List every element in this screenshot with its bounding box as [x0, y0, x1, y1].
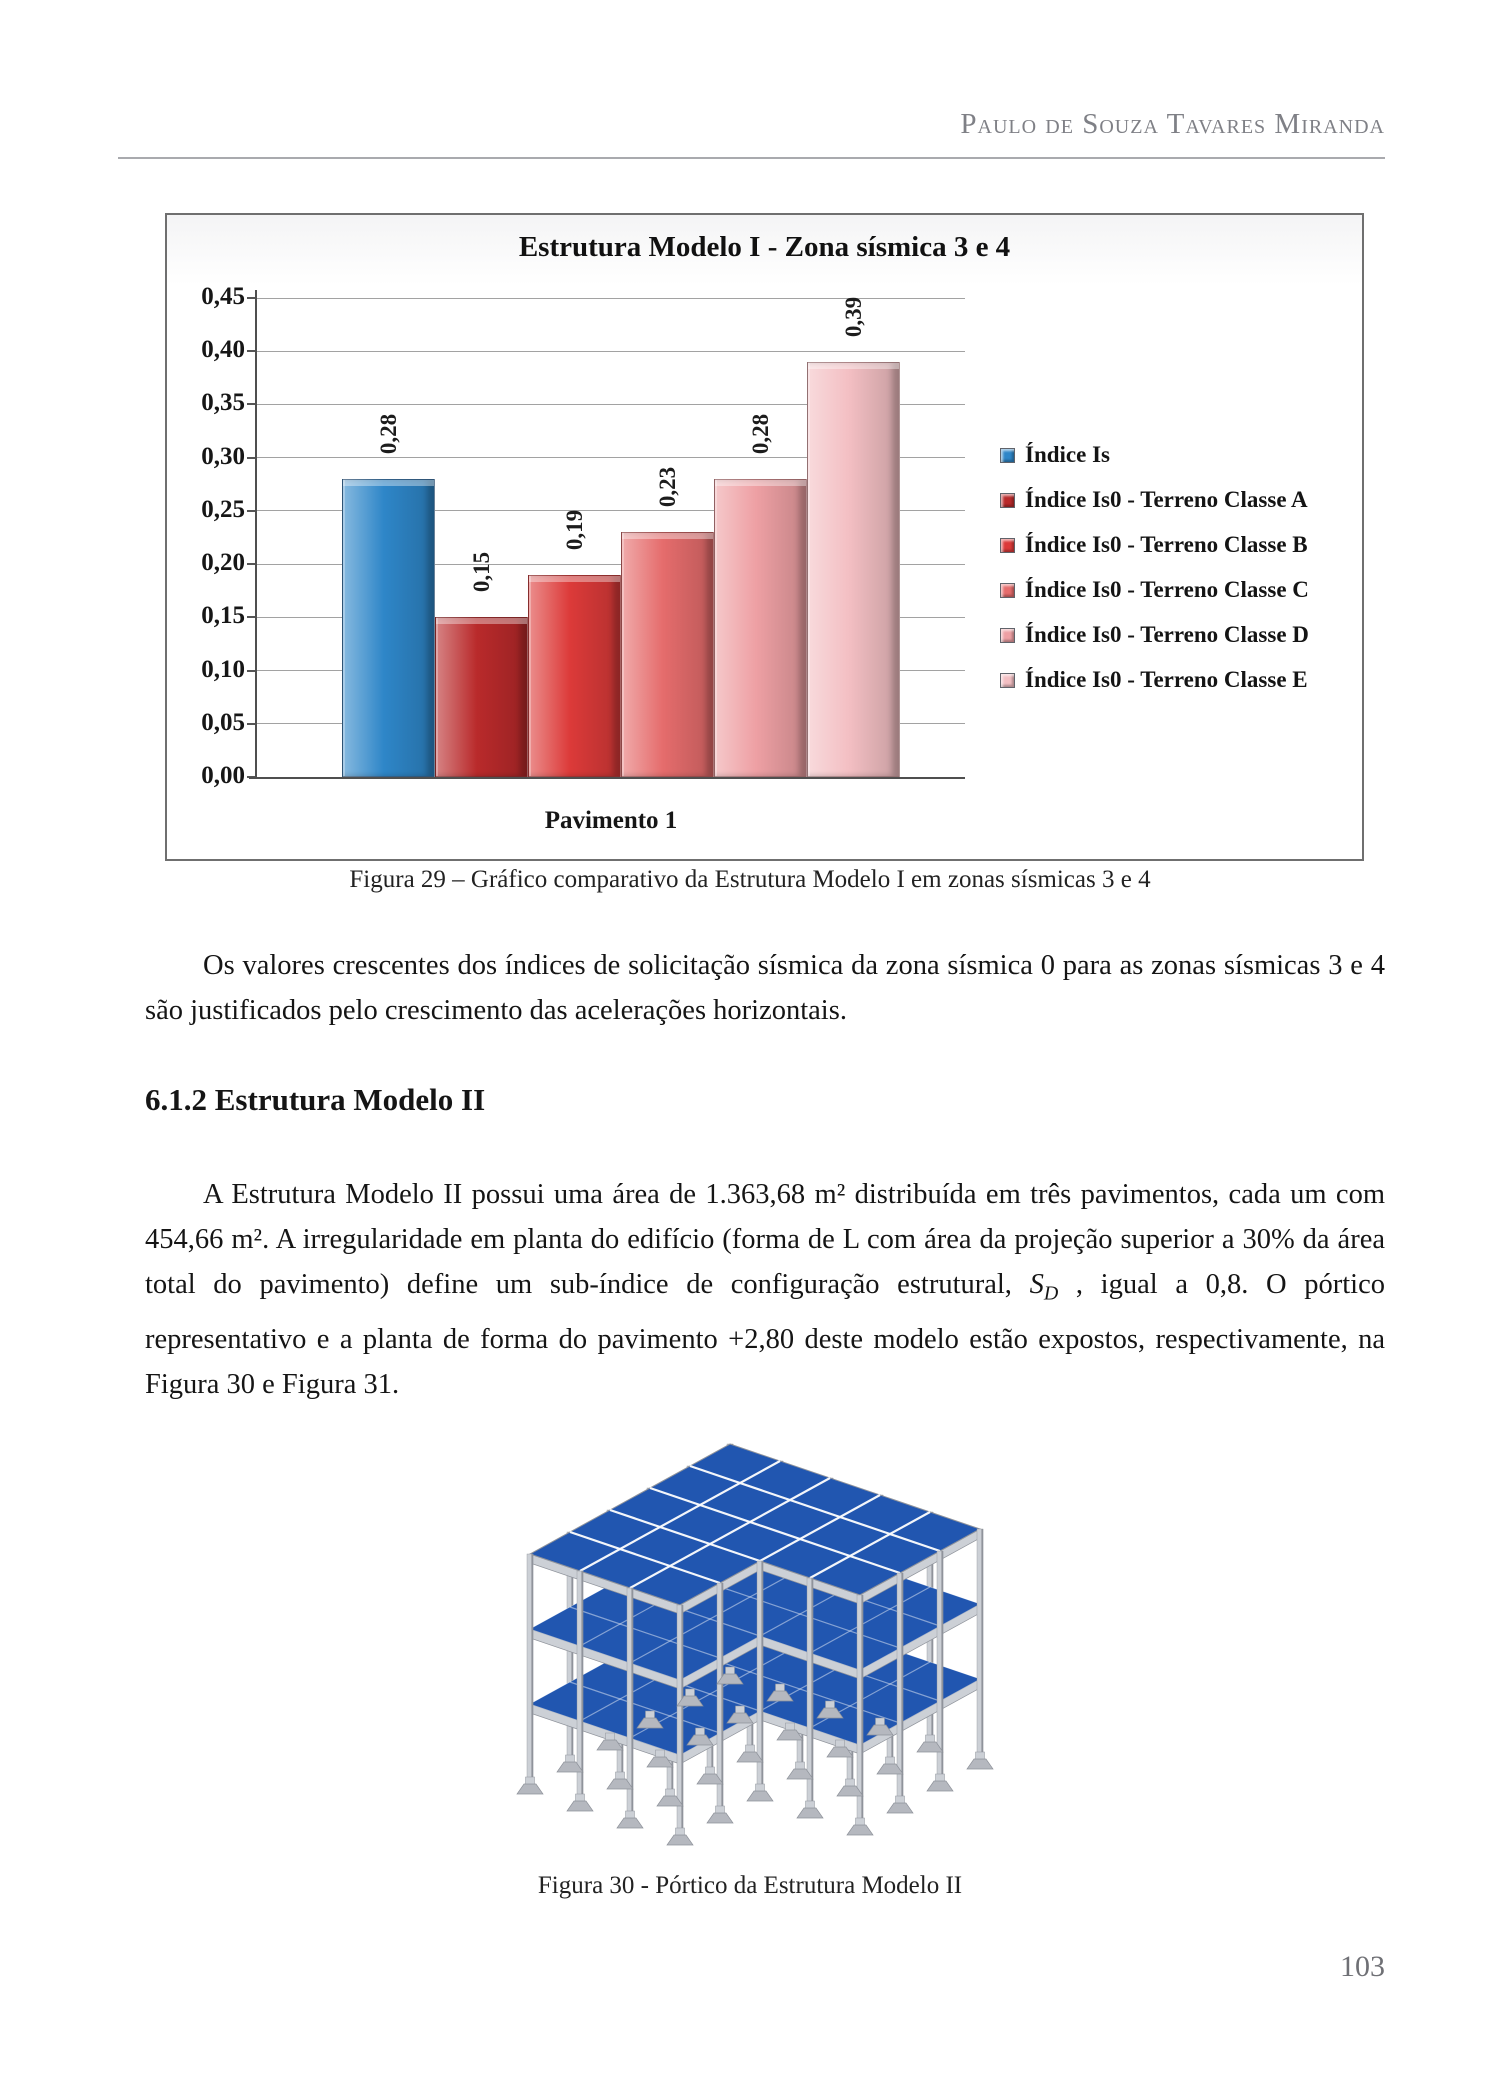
chart-legend — [1000, 443, 1309, 713]
figure29-caption: Figura 29 – Gráfico comparativo da Estrutura Modelo I em zonas sísmicas 3 e 4 — [349, 866, 1151, 893]
section-heading: 6.1.2 Estrutura Modelo II — [145, 1082, 486, 1117]
legend-swatch — [1000, 673, 1015, 688]
x-axis-label: Pavimento 1 — [544, 807, 678, 834]
y-tick-label: 0,05 — [201, 708, 245, 736]
legend-swatch — [1000, 583, 1015, 598]
y-tick-label: 0,15 — [201, 602, 245, 630]
paragraph-2-before: A Estrutura Modelo II possui uma área de 1.363,68 m² distribuída em três pavimentos, cada um com 454,66 m². A irregularidade em planta do edifício (forma de L com área da projeção superior a 30% da área total do pavimento) define um sub-índice de configuração estrutural, — [145, 1179, 1385, 1300]
paragraph-1 — [145, 943, 1385, 1033]
legend-label: Índice Is0 - Terreno Classe D — [1025, 622, 1309, 647]
figure30-caption: Figura 30 - Pórtico da Estrutura Modelo II — [537, 1872, 963, 1899]
y-tick-label: 0,25 — [201, 495, 245, 523]
legend-swatch — [1000, 448, 1015, 463]
page-number: 103 — [1340, 1950, 1385, 1983]
legend-label: Índice Is0 - Terreno Classe C — [1025, 577, 1309, 602]
paragraph-2 — [145, 1172, 1385, 1407]
legend-item — [1000, 443, 1309, 467]
legend-label: Índice Is — [1025, 442, 1110, 467]
bar-value-label: 0,15 — [468, 552, 494, 593]
symbol-sd: $S_D$ — [1029, 1269, 1059, 1305]
bar-series-4 — [714, 479, 807, 777]
legend-swatch — [1000, 493, 1015, 508]
legend-label: Índice Is0 - Terreno Classe E — [1025, 667, 1308, 692]
legend-item — [1000, 623, 1309, 647]
legend-item — [1000, 488, 1309, 512]
figure30-structure — [370, 1386, 1110, 1858]
y-tick-label: 0,40 — [201, 336, 245, 364]
y-tick-label: 0,10 — [201, 655, 245, 683]
x-axis — [249, 777, 965, 779]
bar-series-2 — [528, 575, 621, 777]
bar-series-3 — [621, 532, 714, 777]
legend-label: Índice Is0 - Terreno Classe B — [1025, 532, 1308, 557]
bar-value-label: 0,19 — [561, 509, 587, 550]
bar-series-1 — [435, 617, 528, 777]
header-rule — [118, 157, 1385, 159]
y-tick-label: 0,00 — [201, 762, 245, 789]
y-tick-label: 0,45 — [201, 283, 245, 310]
legend-item — [1000, 533, 1309, 557]
bar-value-label: 0,28 — [375, 413, 401, 455]
legend-item — [1000, 578, 1309, 602]
structure-svg — [370, 1386, 1110, 1858]
running-header-author: Paulo de Souza Tavares Miranda — [960, 108, 1385, 140]
figure29-chart — [165, 213, 1364, 861]
y-tick-label: 0,30 — [201, 442, 245, 470]
chart-title: Estrutura Modelo I - Zona sísmica 3 e 4 — [518, 231, 1011, 263]
bar-series-5 — [807, 362, 900, 777]
legend-label: Índice Is0 - Terreno Classe A — [1025, 487, 1308, 512]
bar-value-label: 0,23 — [654, 467, 680, 508]
bar-value-label: 0,39 — [840, 296, 866, 337]
legend-swatch — [1000, 538, 1015, 553]
y-tick-label: 0,35 — [201, 389, 245, 417]
y-axis — [255, 290, 257, 777]
y-tick-label: 0,20 — [201, 549, 245, 577]
paragraph-1-text: Os valores crescentes dos índices de solicitação sísmica da zona sísmica 0 para as zonas sísmicas 3 e 4 são justificados pelo crescimento das acelerações horizontais. — [145, 950, 1385, 1026]
legend-swatch — [1000, 628, 1015, 643]
legend-item — [1000, 668, 1309, 692]
bar-series-0 — [342, 479, 435, 777]
chart-area — [167, 215, 1362, 859]
bar-value-label: 0,28 — [747, 413, 773, 455]
paragraph-2-after: , igual a 0,8. O pórtico representativo e a planta de forma do pavimento +2,80 deste modelo estão expostos, respectivamente, na Figura 30 e Figura 31. — [145, 1269, 1385, 1400]
